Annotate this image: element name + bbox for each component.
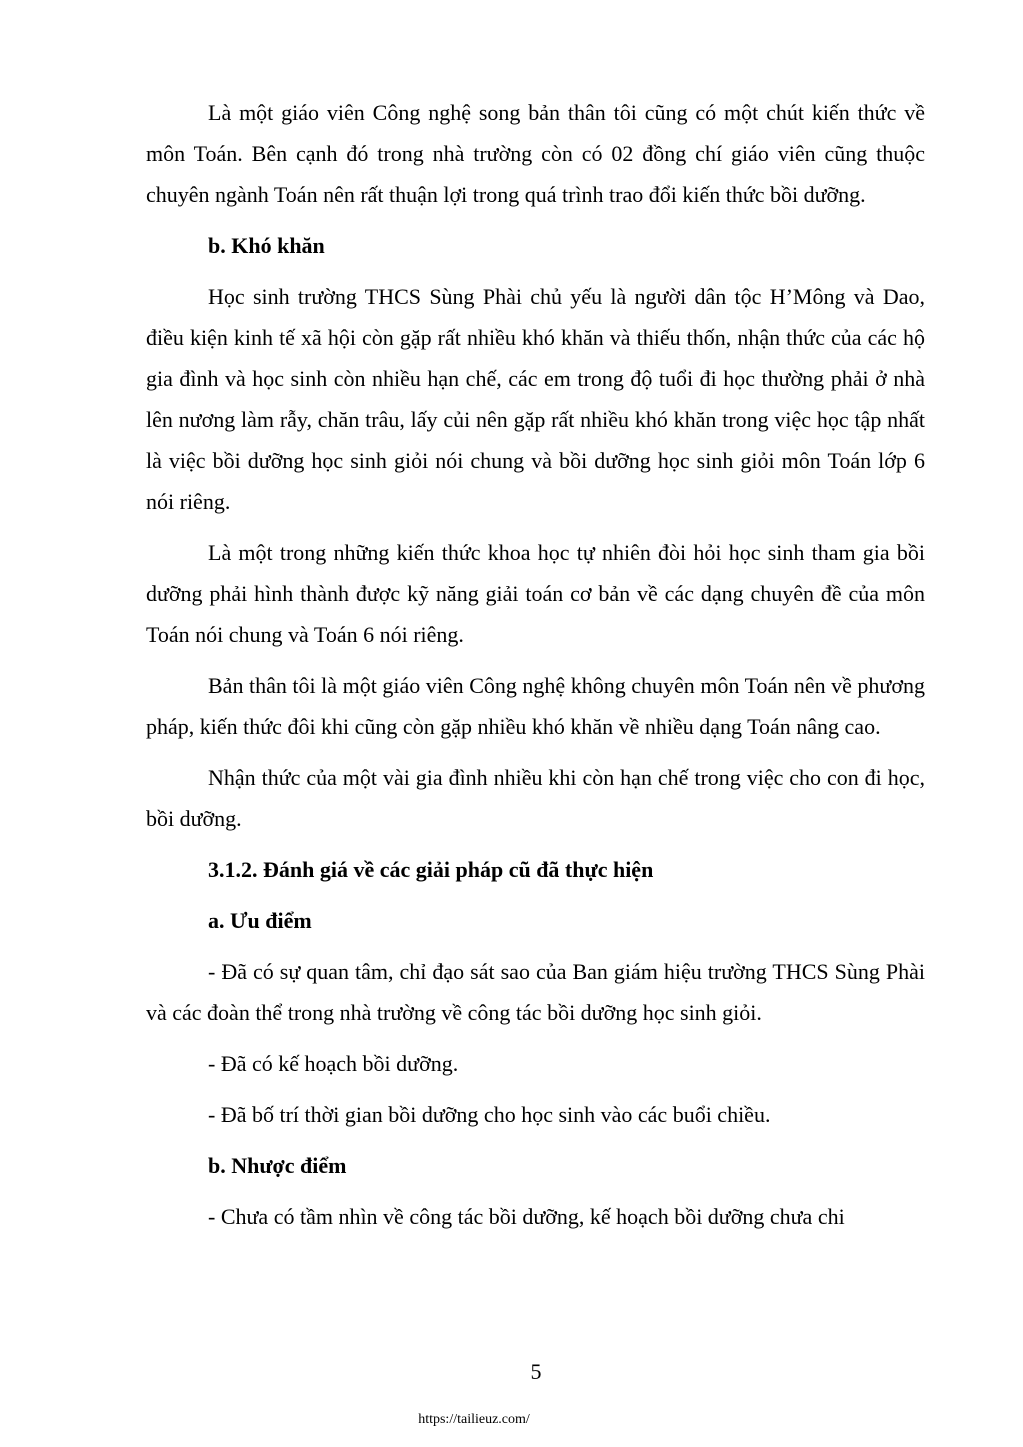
paragraph-family-awareness: Nhận thức của một vài gia đình nhiều khi còn hạn chế trong việc cho con đi học, bồi dưỡng. <box>146 765 925 831</box>
page-number: 5 <box>530 1359 542 1384</box>
heading-evaluation-old-solutions: 3.1.2. Đánh giá về các giải pháp cũ đã thực hiện <box>208 857 654 882</box>
paragraph-science-knowledge: Là một trong những kiến thức khoa học tự nhiên đòi hỏi học sinh tham gia bồi dưỡng phải hình thành được kỹ năng giải toán cơ bản về các dạng chuyên đề của môn Toán nói chung và Toán 6 nói riêng. <box>146 540 925 647</box>
list-item-strength-schedule: - Đã bố trí thời gian bồi dưỡng cho học sinh vào các buổi chiều. <box>208 1102 771 1127</box>
document-body <box>146 92 925 1247</box>
list-item-weakness-vision: - Chưa có tầm nhìn về công tác bồi dưỡng, kế hoạch bồi dưỡng chưa chi <box>208 1204 845 1229</box>
list-item-strength-management: - Đã có sự quan tâm, chỉ đạo sát sao của Ban giám hiệu trường THCS Sùng Phài và các đoàn thể trong nhà trường về công tác bồi dưỡng học sinh giỏi. <box>146 959 925 1025</box>
footer-url: https://tailieuz.com/ <box>418 1412 530 1427</box>
heading-difficulties: b. Khó khăn <box>208 233 325 258</box>
paragraph-advantages-intro: Là một giáo viên Công nghệ song bản thân tôi cũng có một chút kiến thức về môn Toán. Bên cạnh đó trong nhà trường còn có 02 đồng chí giáo viên cũng thuộc chuyên ngành Toán nên rất thuận lợi trong quá trình trao đổi kiến thức bồi dưỡng. <box>146 100 925 207</box>
heading-weaknesses: b. Nhược điểm <box>208 1153 347 1178</box>
list-item-strength-plan: - Đã có kế hoạch bồi dưỡng. <box>208 1051 459 1076</box>
paragraph-students-conditions: Học sinh trường THCS Sùng Phài chủ yếu là người dân tộc H’Mông và Dao, điều kiện kinh tế xã hội còn gặp rất nhiều khó khăn và thiếu thốn, nhận thức của các hộ gia đình và học sinh còn nhiều hạn chế, các em trong độ tuổi đi học thường phải ở nhà lên nương làm rẫy, chăn trâu, lấy củi nên gặp rất nhiều khó khăn trong việc học tập nhất là việc bồi dưỡng học sinh giỏi nói chung và bồi dưỡng học sinh giỏi môn Toán lớp 6 nói riêng. <box>146 284 925 514</box>
paragraph-teacher-method: Bản thân tôi là một giáo viên Công nghệ không chuyên môn Toán nên về phương pháp, kiến thức đôi khi cũng còn gặp nhiều khó khăn về nhiều dạng Toán nâng cao. <box>146 673 925 739</box>
heading-strengths: a. Ưu điểm <box>208 908 312 933</box>
